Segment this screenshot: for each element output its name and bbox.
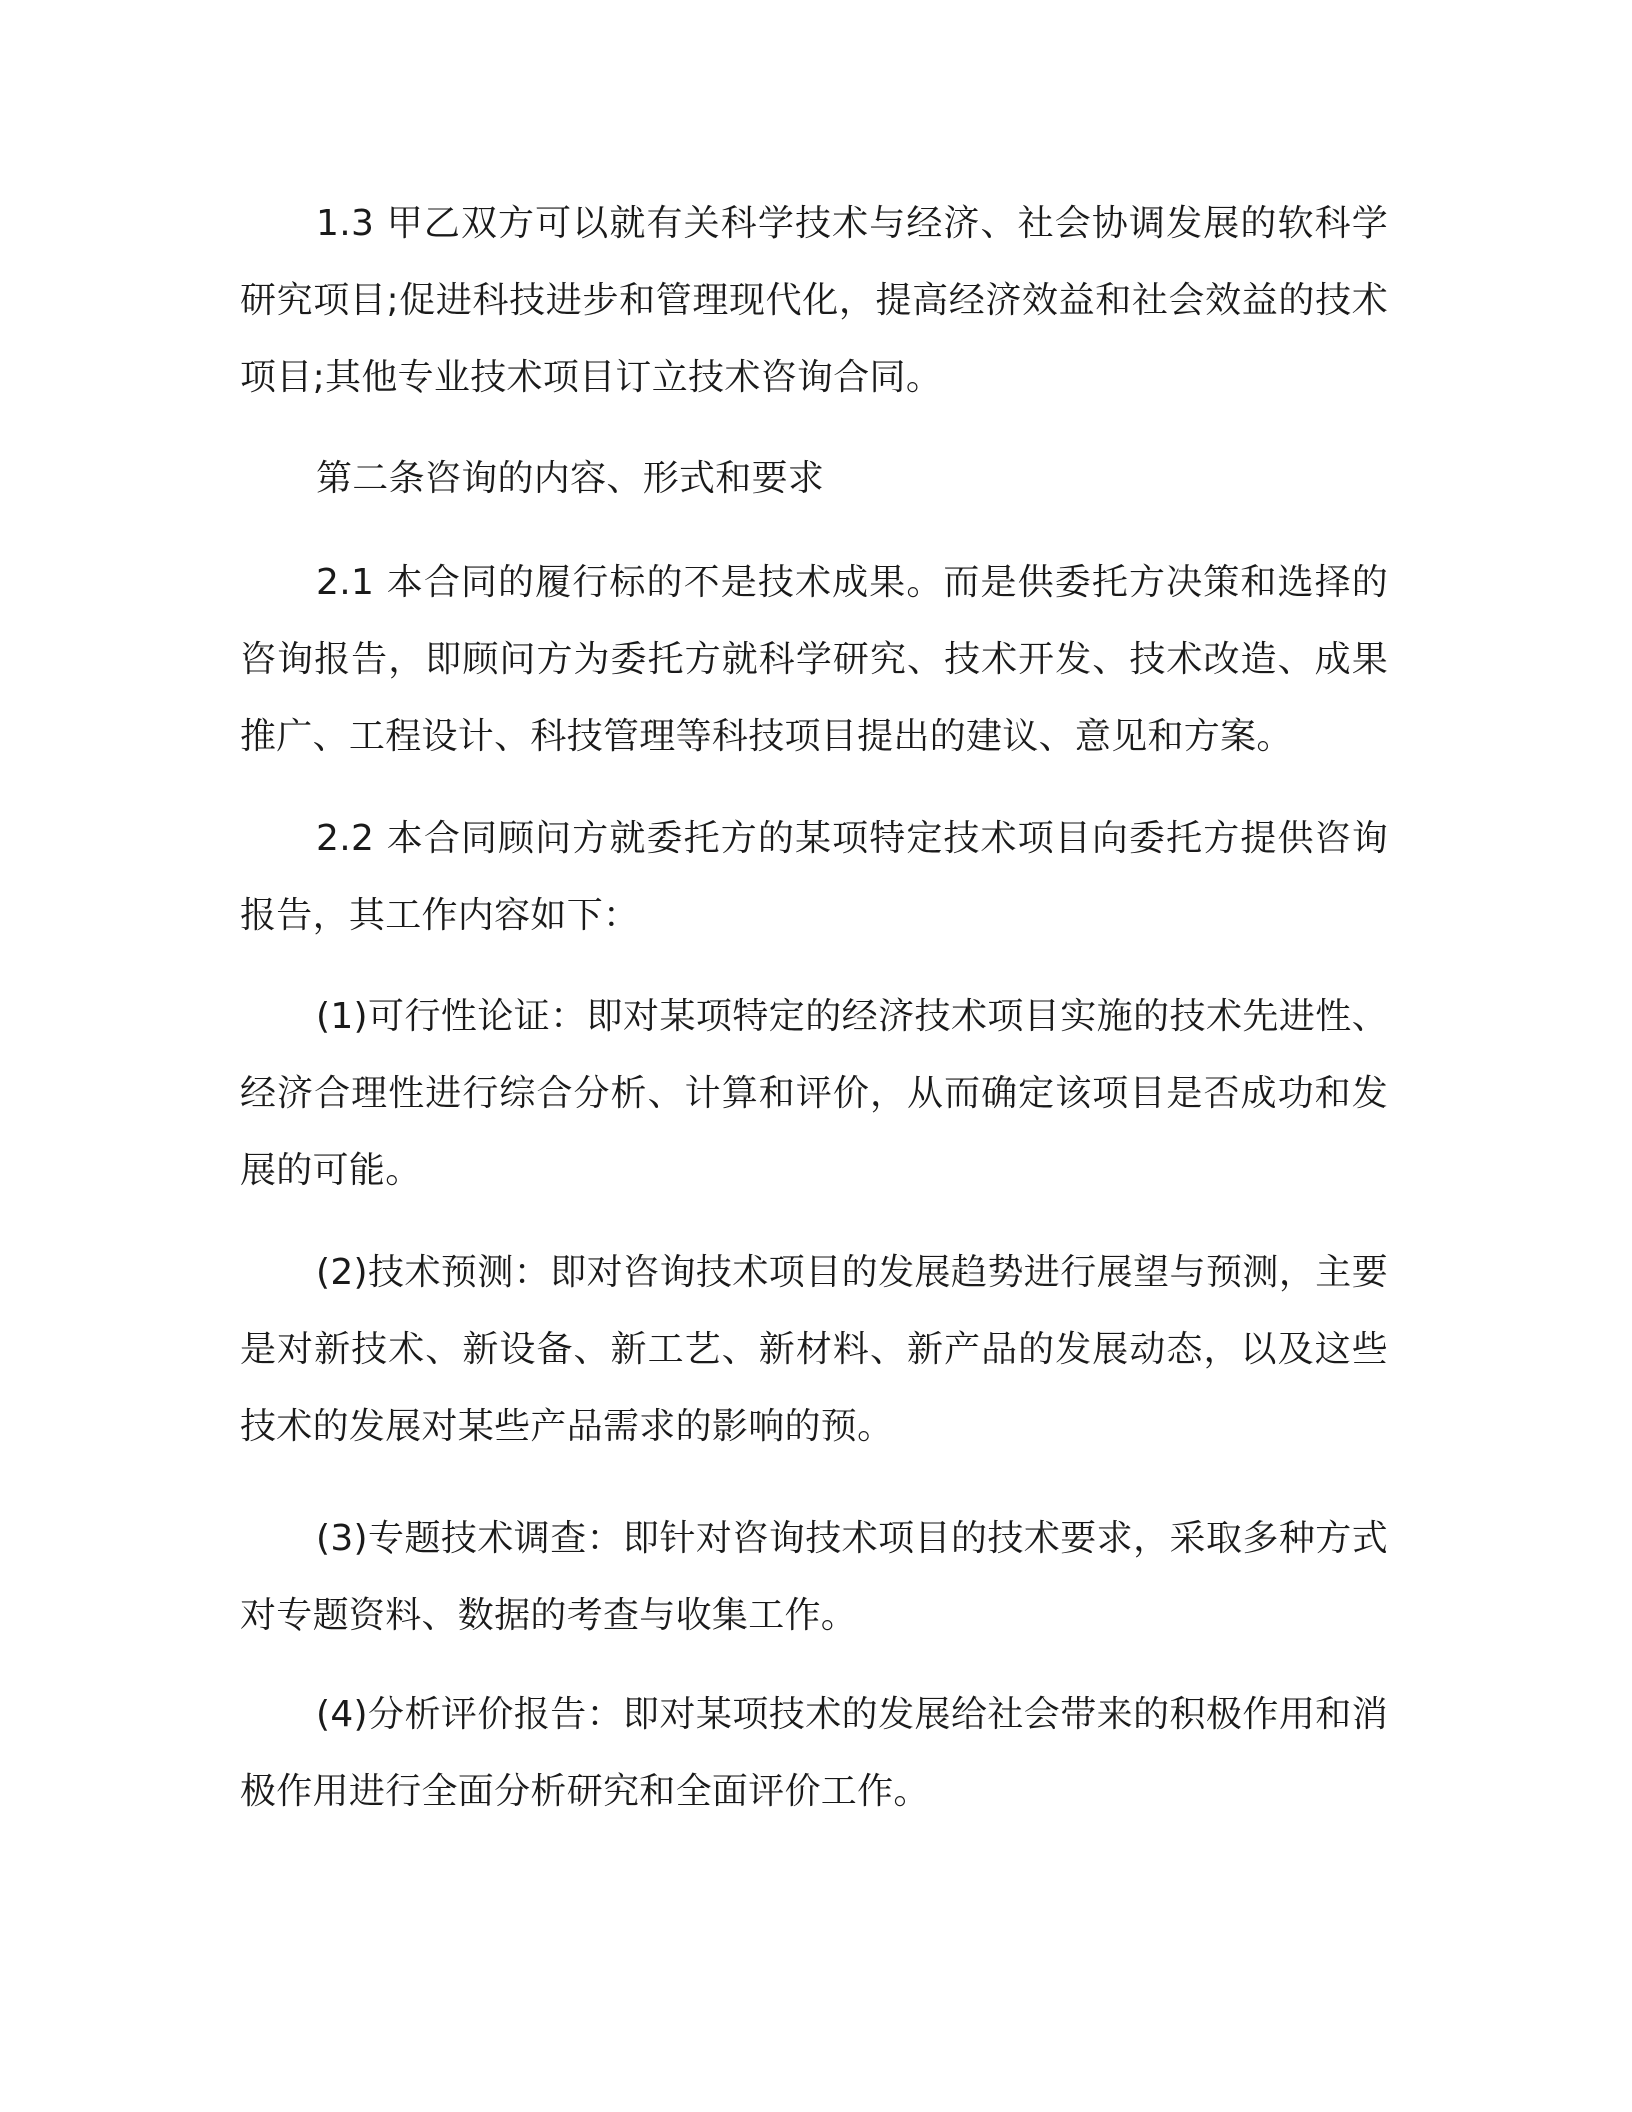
list-item-feasibility-study: (1)可行性论证：即对某项特定的经济技术项目实施的技术先进性、经济合理性进行综合分析、计算和评价，从而确定该项目是否成功和发展的可能。	[240, 996, 1388, 1191]
paragraph-1-3-contract-scope: 1.3 甲乙双方可以就有关科学技术与经济、社会协调发展的软科学研究项目;促进科技进步和管理现代化，提高经济效益和社会效益的技术项目;其他专业技术项目订立技术咨询合同。	[240, 203, 1388, 398]
paragraph-2-1-performance-object: 2.1 本合同的履行标的不是技术成果。而是供委托方决策和选择的咨询报告，即顾问方为委托方就科学研究、技术开发、技术改造、成果推广、工程设计、科技管理等科技项目提出的建议、意见和方案。	[240, 562, 1388, 757]
paragraph-2-2-work-content: 2.2 本合同顾问方就委托方的某项特定技术项目向委托方提供咨询报告，其工作内容如下：	[240, 818, 1388, 936]
section-heading-article-2: 第二条咨询的内容、形式和要求	[316, 458, 825, 499]
list-item-technology-forecast: (2)技术预测：即对咨询技术项目的发展趋势进行展望与预测，主要是对新技术、新设备、新工艺、新材料、新产品的发展动态，以及这些技术的发展对某些产品需求的影响的预。	[240, 1252, 1388, 1447]
list-item-analysis-report: (4)分析评价报告：即对某项技术的发展给社会带来的积极作用和消极作用进行全面分析研究和全面评价工作。	[240, 1694, 1388, 1812]
list-item-topic-investigation: (3)专题技术调查：即针对咨询技术项目的技术要求，采取多种方式对专题资料、数据的考查与收集工作。	[240, 1518, 1388, 1636]
